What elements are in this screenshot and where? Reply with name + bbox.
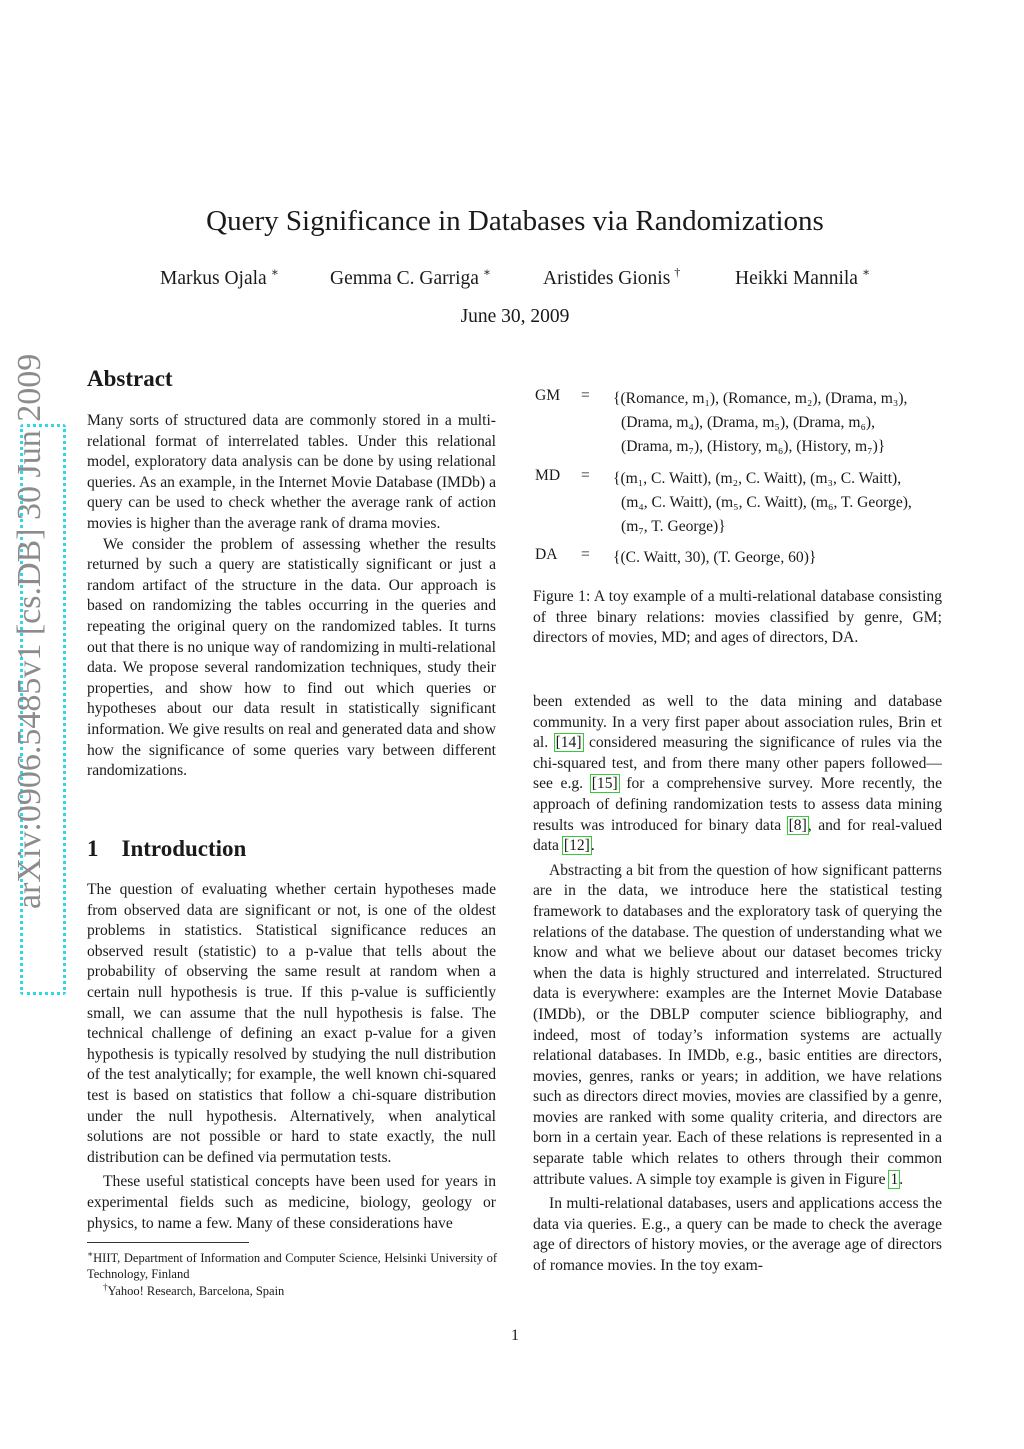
citation-8[interactable]: [8] <box>788 816 807 834</box>
footnote-1: ∗HIIT, Department of Information and Computer Science, Helsinki University of Technology, Finland <box>87 1249 497 1282</box>
citation-15[interactable]: [15] <box>591 775 618 793</box>
abstract-body <box>87 411 496 782</box>
intro-paragraph-1: The question of evaluating whether certain hypotheses made from observed data are significant or not, is one of the oldest problems in statistics. Statistical significance reduces an observed result (statistic) to a p-value that tells about the probability of observing the same result at random when a certain null hypothesis is true. If this p-value is sufficiently small, we can assume that the null hypothesis is false. The technical challenge of defining an exact p-value for a given hypothesis is typically resolved by studying the null distribution of the test analytically; for example, the well known chi-squared test is based on statistics that follow a chi-square distribution under the null hypothesis. Alternatively, when analytical solutions are not possible or hard to state exactly, the null distribution can be defined via permutation tests. <box>87 881 496 1166</box>
author-3: Aristides Gionis † <box>543 265 681 289</box>
figure-1-reference[interactable]: 1 <box>890 1170 899 1188</box>
right-paragraph-2: Abstracting a bit from the question of how significant patterns are in the data, we introduce here the statistical testing framework to databases and the exploratory task of querying the relations of the database. The question of understanding what we know and what we believe about our dataset becomes tricky when the data is highly structured and interrelated. Structured data is everywhere: examples are the Internet Movie Database (IMDb), or the DBLP computer science bibliography, and indeed, most of today’s information systems are actually relational databases. In IMDb, e.g., basic entities are directors, movies, genres, ranks or years; in addition, we have relations such as directors direct movies, movies are classified by a genre, movies are ranked with some quality criteria, and directors are born in a certain year. Each of these relations is represented in a separate table which relates to others through their common attribute values. A simple toy example is given in Figure 1. <box>533 861 942 1188</box>
footnote-2: †Yahoo! Research, Barcelona, Spain <box>103 1282 285 1299</box>
abstract-paragraph-2: We consider the problem of assessing whether the results returned by such a query are statistically significant or just a random artifact of the structure in the data. Our approach is based on randomizing the tables occurring in the queries and repeating the original query on the randomized tables. It turns out that there is no unique way of randomizing in multi-relational data. We propose several randomization techniques, study their properties, and show how to find out which queries or hypotheses about our data result in statistically significant information. We give results on real and generated data and show how the significance of some queries vary between different randomizations. <box>87 535 496 780</box>
right-paragraph-1: been extended as well to the data mining and database community. In a very first paper about association rules, Brin et al. [14] considered measuring the significance of rules via the chi-squared test, and from there many other papers followed—see e.g. [15] for a comprehensive survey. More recently, the approach of defining randomization tests to assess data mining results was introduced for binary data [8], and for real-valued data [12]. <box>533 693 943 855</box>
citation-12[interactable]: [12] <box>563 837 590 855</box>
section-title: Introduction <box>121 836 247 861</box>
abstract-paragraph-1: Many sorts of structured data are commonly stored in a multi-relational format of interrelated tables. Under this relational model, exploratory data analysis can be done by using relational queries. As an example, in the Internet Movie Database (IMDb) a query can be used to check whether the average rank of action movies is higher than the average rank of drama movies. <box>87 412 496 532</box>
paper-title: Query Significance in Databases via Randomizations <box>206 205 824 237</box>
author-2: Gemma C. Garriga ∗ <box>330 265 492 289</box>
arxiv-stamp[interactable]: arXiv:0906.5485v1 [cs.DB] 30 Jun 2009 <box>11 353 48 909</box>
paper-date: June 30, 2009 <box>460 306 570 327</box>
intro-paragraph-2: These useful statistical concepts have been used for years in experimental fields such as medicine, biology, geology or physics, to name a few. Many of these considerations have <box>87 1173 496 1232</box>
introduction-body <box>87 880 496 1234</box>
page-number: 1 <box>511 1327 519 1344</box>
citation-14[interactable]: [14] <box>555 734 582 752</box>
figure-row-gm: GM = {(Romance, m₁), (Romance, m₂), (Drama, m₃), (Drama, m₄), (Drama, m₅), (Drama, m₆), (Drama, m₇), (History, m₆), (History, m₇)} <box>535 387 908 455</box>
footnote-rule <box>87 1242 249 1243</box>
figure-row-md: MD = {(m₁, C. Waitt), (m₂, C. Waitt), (m₃, C. Waitt), (m₄, C. Waitt), (m₅, C. Waitt), (m₆, T. George), (m₇, T. George)} <box>535 467 912 535</box>
section-number: 1 <box>87 836 99 861</box>
author-4: Heikki Mannila ∗ <box>735 265 871 289</box>
right-paragraph-3: In multi-relational databases, users and applications access the data via queries. E.g., a query can be made to check the average age of directors of history movies, or the average age of directors of romance movies. In the toy exam- <box>533 1195 942 1275</box>
section-heading-introduction <box>87 836 246 862</box>
right-column-body <box>533 692 942 1277</box>
figure-caption: Figure 1: A toy example of a multi-relational database consisting of three binary relations: movies classified by genre, GM; directors of movies, MD; and ages of directors, DA. <box>533 588 942 647</box>
abstract-heading: Abstract <box>87 366 173 391</box>
figure-row-da: DA = {(C. Waitt, 30), (T. George, 60)} <box>535 546 817 566</box>
author-1: Markus Ojala ∗ <box>160 265 279 289</box>
